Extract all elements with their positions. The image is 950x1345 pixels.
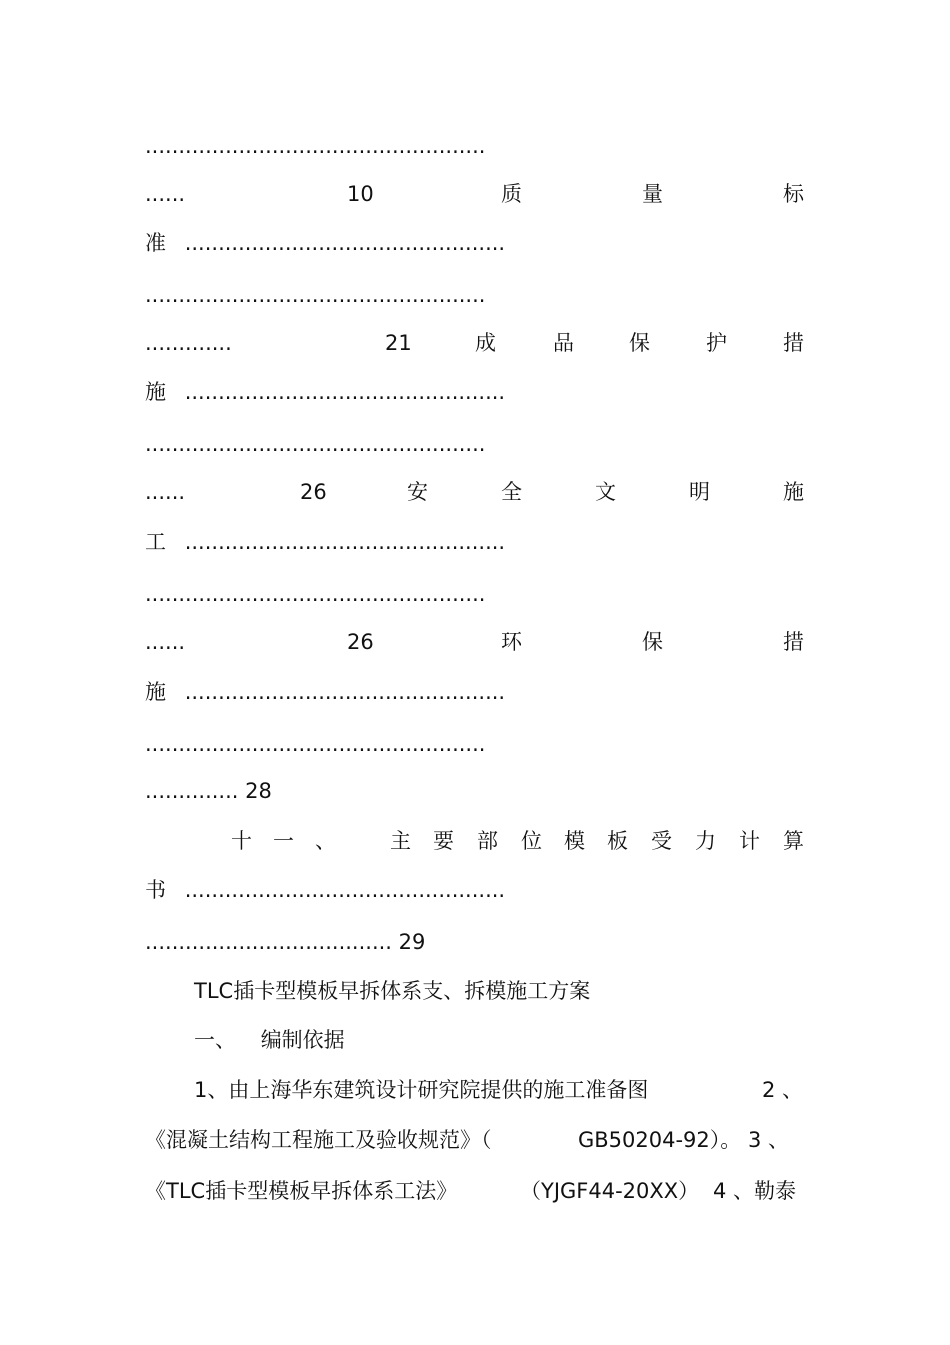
toc-dots-line: ...................................................: [145, 582, 486, 606]
toc-title-char: 部: [477, 829, 498, 853]
toc-title-char: 要: [433, 829, 454, 853]
paragraph-text: 《TLC插卡型模板早拆体系工法》: [145, 1179, 458, 1203]
toc-page-number: 21: [385, 331, 412, 355]
section-number: 一、: [194, 1028, 236, 1052]
toc-title-char: 十: [231, 829, 252, 853]
toc-entry-continuation: [145, 229, 805, 257]
toc-title-char: 主: [390, 829, 411, 853]
toc-title-char: 施: [145, 380, 166, 404]
toc-dots-lead: .............: [145, 331, 232, 355]
toc-page-number: 26: [300, 480, 327, 504]
toc-title-char: 位: [521, 829, 542, 853]
paragraph-text: 1、由上海华东建筑设计研究院提供的施工准备图: [194, 1078, 649, 1102]
toc-dots-lead: ......: [145, 182, 186, 206]
toc-dots: ................................................: [184, 878, 506, 902]
toc-title-char: 计: [739, 829, 760, 853]
toc-title-char: 安: [407, 480, 428, 504]
toc-page-number: 10: [347, 182, 374, 206]
toc-title-char: 保: [629, 331, 650, 355]
toc-title-char: 模: [564, 829, 585, 853]
toc-title-char: 工: [145, 530, 166, 554]
toc-title-char: 保: [642, 630, 663, 654]
toc-dots-line: ...................................................: [145, 732, 486, 756]
toc-dots: ................................................: [184, 380, 506, 404]
toc-title-char: 准: [145, 231, 166, 255]
toc-dots-with-page: .............. 28: [145, 779, 272, 803]
toc-title-char: 文: [595, 480, 616, 504]
toc-entry-continuation: [145, 678, 805, 706]
toc-title-char: 一: [273, 829, 294, 853]
toc-title-char: 品: [553, 331, 574, 355]
toc-dots-line: ...................................................: [145, 432, 486, 456]
toc-page-number: 26: [347, 630, 374, 654]
toc-title-char: 明: [689, 480, 710, 504]
toc-title-char: 施: [145, 680, 166, 704]
toc-dots-with-page: ..................................... 29: [145, 930, 426, 954]
paragraph-text: GB50204-92）。 3 、: [578, 1128, 789, 1152]
toc-dots: ................................................: [184, 680, 506, 704]
toc-dots-line: ...................................................: [145, 134, 486, 158]
toc-title-char: 力: [695, 829, 716, 853]
toc-title-char: 措: [783, 630, 804, 654]
toc-title-char: 措: [783, 331, 804, 355]
document-title: TLC插卡型模板早拆体系支、拆模施工方案: [194, 979, 591, 1003]
section-heading: [194, 1026, 594, 1054]
toc-title-char: 书: [145, 878, 166, 902]
paragraph-text: 4 、勒泰: [713, 1179, 797, 1203]
toc-dots: ................................................: [184, 530, 506, 554]
toc-title-char: 算: [783, 829, 804, 853]
toc-title-char: 量: [642, 182, 663, 206]
paragraph-text: 《混凝土结构工程施工及验收规范》（: [145, 1128, 492, 1152]
paragraph-text: 2 、: [762, 1078, 804, 1102]
section-title: 编制依据: [260, 1028, 345, 1052]
toc-dots: ................................................: [184, 231, 506, 255]
paragraph-text: （YJGF44-20XX）: [520, 1179, 700, 1203]
toc-title-char: 板: [607, 829, 628, 853]
toc-title-char: 环: [501, 630, 522, 654]
toc-title-char: 受: [651, 829, 672, 853]
toc-title-char: 标: [783, 182, 804, 206]
toc-title-char: 质: [501, 182, 522, 206]
toc-entry-continuation: [145, 876, 805, 904]
toc-title-char: 、: [315, 829, 336, 853]
toc-title-char: 施: [783, 480, 804, 504]
toc-entry-continuation: [145, 378, 805, 406]
toc-dots-line: ...................................................: [145, 283, 486, 307]
toc-entry-continuation: [145, 528, 805, 556]
toc-title-char: 全: [501, 480, 522, 504]
toc-title-char: 成: [475, 331, 496, 355]
toc-title-char: 护: [706, 331, 727, 355]
toc-dots-lead: ......: [145, 480, 186, 504]
toc-dots-lead: ......: [145, 630, 186, 654]
